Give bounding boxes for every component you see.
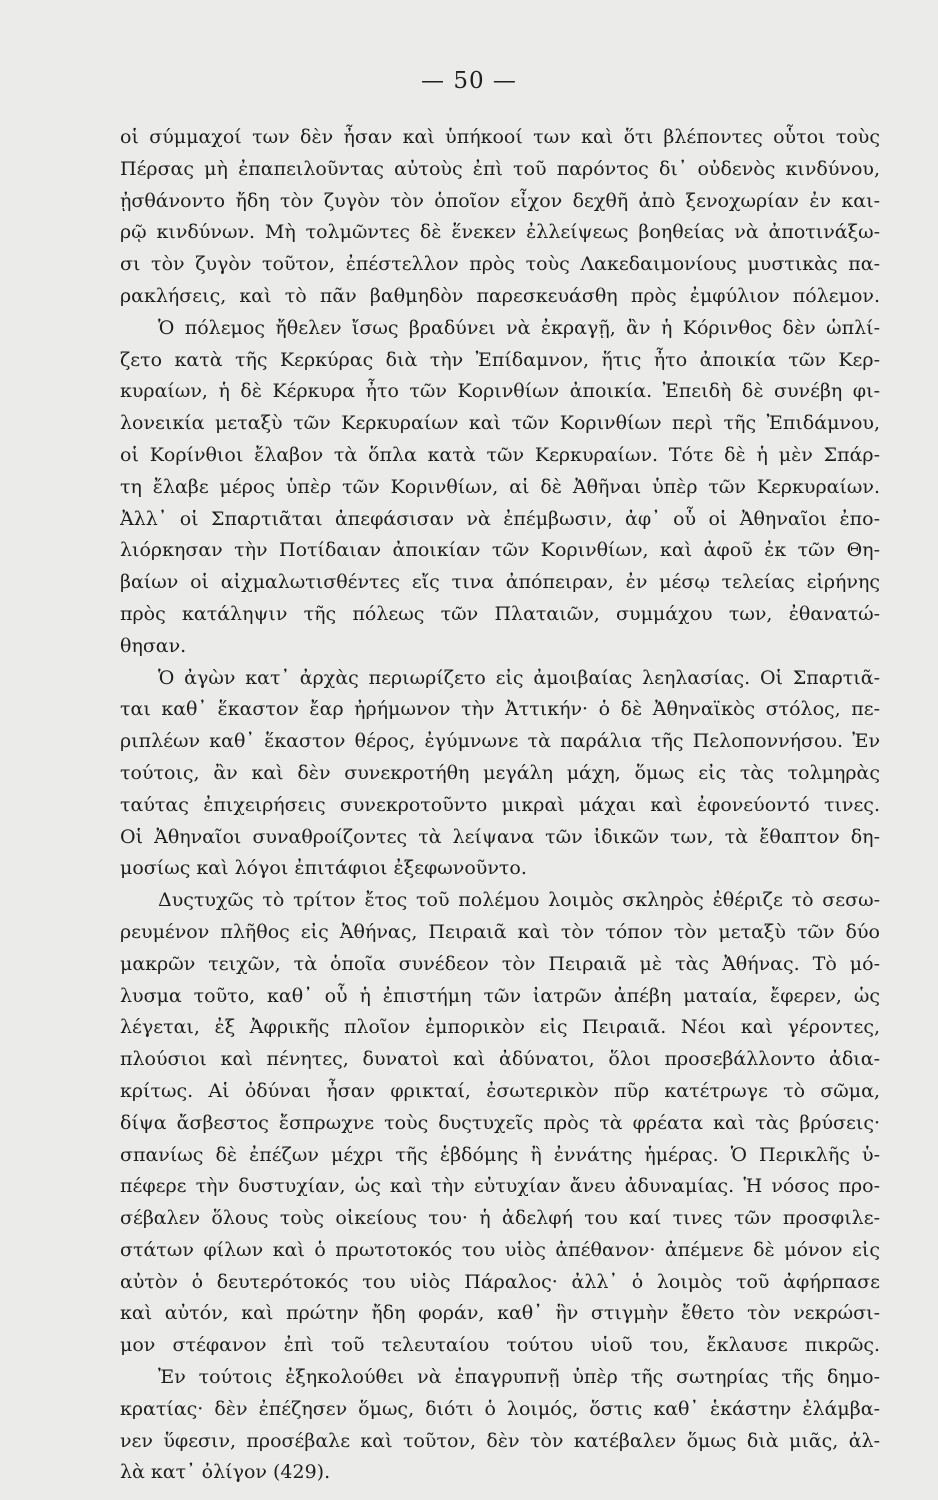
text-line: Πέρσας μὴ ἐπαπειλοῦντας αὐτοὺς ἐπὶ τοῦ παρόντος δι᾿ οὐδενὸς κινδύνου, [120, 157, 880, 180]
text-line: σπανίως δὲ ἐπέζων μέχρι τῆς ἑβδόμης ἢ ἐννάτης ἡμέρας. Ὁ Περικλῆς ὑ- [120, 1143, 880, 1166]
text-line: ται καθ᾿ ἕκαστον ἔαρ ἠρήμωνον τὴν Ἀττικήν· ὁ δὲ Ἀθηναϊκὸς στόλος, πε- [120, 698, 880, 721]
text-line: ᾐσθάνοντο ἤδη τὸν ζυγὸν τὸν ὁποῖον εἶχον δεχθῆ ἀπὸ ξενοχωρίαν ἐν και- [120, 189, 880, 212]
text-line: Δυςτυχῶς τὸ τρίτον ἔτος τοῦ πολέμου λοιμὸς σκληρὸς ἐθέριζε τὸ σεσω- [158, 889, 880, 912]
text-line: πρὸς κατάληψιν τῆς πόλεως τῶν Πλαταιῶν, συμμάχου των, ἐθανατώ- [120, 602, 880, 625]
text-line: ταύτας ἐπιχειρήσεις συνεκροτοῦντο μικραὶ μάχαι καὶ ἐφονεύοντό τινες. [120, 793, 880, 816]
text-line: κρίτως. Αἱ ὀδύναι ἦσαν φρικταί, ἐσωτερικὸν πῦρ κατέτρωγε τὸ σῶμα, [120, 1079, 880, 1102]
text-line: σι τὸν ζυγὸν τοῦτον, ἐπέστελλον πρὸς τοὺς Λακεδαιμονίους μυστικὰς πα- [120, 253, 880, 276]
text-line: κυραίων, ἡ δὲ Κέρκυρα ἦτο τῶν Κορινθίων ἀποικία. Ἐπειδὴ δὲ συνέβη φι- [120, 380, 880, 403]
text-line: ζετο κατὰ τῆς Κερκύρας διὰ τὴν Ἐπίδαμνον, ἥτις ἦτο ἀποικία τῶν Κερ- [120, 348, 880, 371]
text-line: πέφερε τὴν δυστυχίαν, ὡς καὶ τὴν εὐτυχίαν ἄνευ ἀδυναμίας. Ἡ νόσος προ- [120, 1175, 880, 1198]
text-line: ριπλέων καθ᾿ ἕκαστον θέρος, ἐγύμνωνε τὰ παράλια τῆς Πελοποννήσου. Ἐν [120, 730, 880, 753]
text-line: Ὁ ἀγὼν κατ᾿ ἀρχὰς περιωρίζετο εἰς ἀμοιβαίας λεηλασίας. Οἱ Σπαρτιᾶ- [158, 666, 880, 689]
text-line: λὰ κατ᾿ ὀλίγον (429). [120, 1461, 331, 1484]
text-line: θησαν. [120, 634, 187, 657]
text-line: τη ἔλαβε μέρος ὑπὲρ τῶν Κορινθίων, αἱ δὲ Ἀθῆναι ὑπὲρ τῶν Κερκυραίων. [120, 475, 880, 498]
text-line: καὶ αὐτόν, καὶ πρώτην ἤδη φοράν, καθ᾿ ἣν στιγμὴν ἔθετο τὸν νεκρώσι- [120, 1302, 880, 1325]
text-line: ρευμένον πλῆθος εἰς Ἀθήνας, Πειραιᾶ καὶ τὸν τόπον τὸν μεταξὺ τῶν δύο [120, 920, 880, 943]
text-line: λυσμα τοῦτο, καθ᾿ οὗ ἡ ἐπιστήμη τῶν ἰατρῶν ἀπέβη ματαία, ἔφερεν, ὡς [120, 984, 880, 1007]
text-line: Ὁ πόλεμος ἤθελεν ἴσως βραδύνει νὰ ἐκραγῇ, ἂν ἡ Κόρινθος δὲν ὡπλί- [158, 316, 880, 339]
text-line: Οἱ Ἀθηναῖοι συναθροίζοντες τὰ λείψανα τῶν ἰδικῶν των, τὰ ἔθαπτον δη- [120, 825, 880, 848]
page-number: — 50 — [421, 68, 517, 94]
text-line: τούτοις, ἂν καὶ δὲν συνεκροτήθη μεγάλη μάχη, ὅμως εἰς τὰς τολμηρὰς [120, 761, 880, 784]
text-line: σέβαλεν ὅλους τοὺς οἰκείους του· ἡ ἀδελφή του καί τινες τῶν προσφιλε- [120, 1207, 880, 1230]
text-line: πλούσιοι καὶ πένητες, δυνατοὶ καὶ ἀδύνατοι, ὅλοι προσεβάλλοντο ἀδια- [120, 1048, 880, 1071]
text-line: ρῷ κινδύνων. Μὴ τολμῶντες δὲ ἕνεκεν ἐλλείψεως βοηθείας νὰ ἀποτινάξω- [120, 221, 880, 244]
text-line: μοσίως καὶ λόγοι ἐπιτάφιοι ἐξεφωνοῦντο. [120, 857, 527, 880]
text-line: βαίων οἱ αἰχμαλωτισθέντες εἴς τινα ἀπόπειραν, ἐν μέσῳ τελείας εἰρήνης [120, 571, 880, 594]
text-line: μακρῶν τειχῶν, τὰ ὁποῖα συνέδεον τὸν Πειραιᾶ μὲ τὰς Ἀθήνας. Τὸ μό- [120, 952, 880, 975]
text-line: Ἐν τούτοις ἐξηκολούθει νὰ ἐπαγρυπνῇ ὑπὲρ τῆς σωτηρίας τῆς δημο- [158, 1366, 880, 1389]
text-line: ρακλήσεις, καὶ τὸ πᾶν βαθμηδὸν παρεσκευάσθη πρὸς ἐμφύλιον πόλεμον. [120, 284, 880, 307]
text-line: νεν ὕφεσιν, προσέβαλε καὶ τοῦτον, δὲν τὸν κατέβαλεν ὅμως διὰ μιᾶς, ἀλ- [120, 1429, 880, 1452]
text-line: λιόρκησαν τὴν Ποτίδαιαν ἀποικίαν τῶν Κορινθίων, καὶ ἀφοῦ ἐκ τῶν Θη- [120, 539, 880, 562]
text-line: οἱ Κορίνθιοι ἔλαβον τὰ ὅπλα κατὰ τῶν Κερκυραίων. Τότε δὲ ἡ μὲν Σπάρ- [120, 443, 880, 466]
text-line: λονεικία μεταξὺ τῶν Κερκυραίων καὶ τῶν Κορινθίων περὶ τῆς Ἐπιδάμνου, [120, 412, 880, 435]
text-line: κρατίας· δὲν ἐπέζησεν ὅμως, διότι ὁ λοιμός, ὅστις καθ᾿ ἑκάστην ἐλάμβα- [120, 1397, 880, 1420]
text-line: μον στέφανον ἐπὶ τοῦ τελευταίου τούτου υἱοῦ του, ἔκλαυσε πικρῶς. [120, 1334, 880, 1357]
text-line: δίψα ἄσβεστος ἔσπρωχνε τοὺς δυςτυχεῖς πρὸς τὰ φρέατα καὶ τὰς βρύσεις· [120, 1111, 880, 1134]
text-line: λέγεται, ἐξ Ἀφρικῆς πλοῖον ἐμπορικὸν εἰς Πειραιᾶ. Νέοι καὶ γέροντες, [120, 1016, 880, 1039]
text-line: αὐτὸν ὁ δευτερότοκός του υἱὸς Πάραλος· ἀλλ᾿ ὁ λοιμὸς τοῦ ἀφήρπασε [120, 1270, 880, 1293]
text-line: Ἀλλ᾿ οἱ Σπαρτιᾶται ἀπεφάσισαν νὰ ἐπέμβωσιν, ἀφ᾿ οὗ οἱ Ἀθηναῖοι ἐπο- [120, 507, 880, 530]
text-line: στάτων φίλων καὶ ὁ πρωτοτοκός του υἱὸς ἀπέθανον· ἀπέμενε δὲ μόνον εἰς [120, 1238, 880, 1261]
text-line: οἱ σύμμαχοί των δὲν ἦσαν καὶ ὑπήκοοί των καὶ ὅτι βλέποντες οὗτοι τοὺς [120, 126, 880, 148]
body-text [120, 122, 880, 1489]
